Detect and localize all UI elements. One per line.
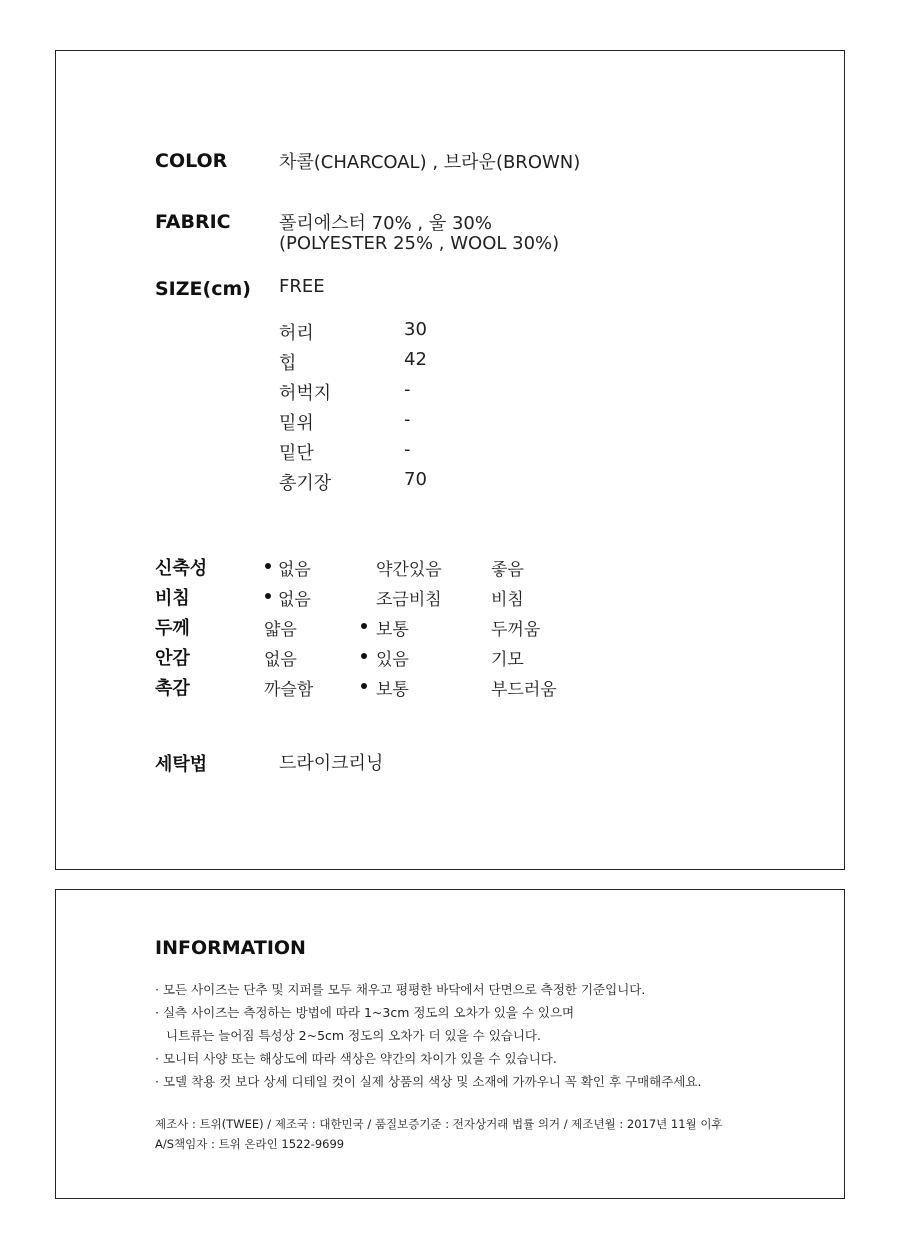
- size-row-value: -: [404, 439, 411, 460]
- property-option: 얇음: [264, 620, 297, 640]
- property-option: 약간있음: [376, 560, 442, 580]
- property-option: 없음: [278, 590, 311, 610]
- info-line: 니트류는 늘어짐 특성상 2~5cm 정도의 오차가 더 있을 수 있습니다.: [166, 1028, 541, 1043]
- color-value: 차콜(CHARCOAL) , 브라운(BROWN): [279, 152, 581, 173]
- size-row-name: 밑단: [279, 443, 314, 464]
- selected-bullet-icon: [265, 593, 271, 599]
- info-line: · 모델 착용 컷 보다 상세 디테일 컷이 실제 상품의 색상 및 소재에 가까우니 꼭 확인 후 구매해주세요.: [155, 1074, 702, 1089]
- information-title: INFORMATION: [155, 937, 306, 959]
- product-spec-panel: [55, 50, 845, 870]
- property-label-sheerness: 비침: [155, 588, 190, 609]
- info-line: · 모니터 사양 또는 해상도에 따라 색상은 약간의 차이가 있을 수 있습니다.: [155, 1051, 557, 1066]
- as-contact-info: A/S책임자 : 트위 온라인 1522-9699: [155, 1137, 345, 1151]
- wash-value: 드라이크리닝: [279, 753, 384, 774]
- property-option: 두꺼움: [491, 620, 541, 640]
- property-option: 보통: [376, 620, 409, 640]
- property-option: 기모: [491, 650, 524, 670]
- size-row-name: 밑위: [279, 413, 314, 434]
- size-row-value: -: [404, 409, 411, 430]
- selected-bullet-icon: [361, 683, 367, 689]
- manufacturer-info: 제조사 : 트위(TWEE) / 제조국 : 대한민국 / 품질보증기준 : 전자상거래 법률 의거 / 제조년월 : 2017년 11월 이후: [155, 1117, 723, 1131]
- property-option: 조금비침: [376, 590, 442, 610]
- size-value: FREE: [279, 276, 325, 297]
- property-option: 좋음: [491, 560, 524, 580]
- size-row-value: 42: [404, 349, 427, 370]
- color-label: COLOR: [155, 150, 228, 172]
- info-line: · 모든 사이즈는 단추 및 지퍼를 모두 채우고 평평한 바닥에서 단면으로 측정한 기준입니다.: [155, 982, 646, 997]
- size-row-name: 허벅지: [279, 383, 332, 404]
- property-option: 없음: [278, 560, 311, 580]
- property-option: 없음: [264, 650, 297, 670]
- size-row-value: 30: [404, 319, 427, 340]
- info-line: · 실측 사이즈는 측정하는 방법에 따라 1~3cm 정도의 오차가 있을 수 있으며: [155, 1005, 575, 1020]
- fabric-value: 폴리에스터 70% , 울 30%: [279, 213, 492, 234]
- property-option: 보통: [376, 680, 409, 700]
- size-row-value: 70: [404, 469, 427, 490]
- size-row-value: -: [404, 379, 411, 400]
- wash-label: 세탁법: [155, 754, 208, 775]
- selected-bullet-icon: [361, 653, 367, 659]
- size-label: SIZE(cm): [155, 278, 251, 300]
- property-label-lining: 안감: [155, 648, 190, 669]
- property-option: 있음: [376, 650, 409, 670]
- size-row-name: 힙: [279, 353, 297, 374]
- selected-bullet-icon: [361, 623, 367, 629]
- information-panel: [55, 889, 845, 1199]
- property-option: 까슬함: [264, 680, 314, 700]
- property-label-stretch: 신축성: [155, 558, 208, 579]
- selected-bullet-icon: [265, 563, 271, 569]
- property-option: 비침: [491, 590, 524, 610]
- property-label-thickness: 두께: [155, 618, 190, 639]
- fabric-label: FABRIC: [155, 211, 231, 233]
- property-label-texture: 촉감: [155, 678, 190, 699]
- fabric-value-english: (POLYESTER 25% , WOOL 30%): [279, 233, 560, 254]
- property-option: 부드러움: [491, 680, 557, 700]
- size-row-name: 총기장: [279, 473, 332, 494]
- size-row-name: 허리: [279, 323, 314, 344]
